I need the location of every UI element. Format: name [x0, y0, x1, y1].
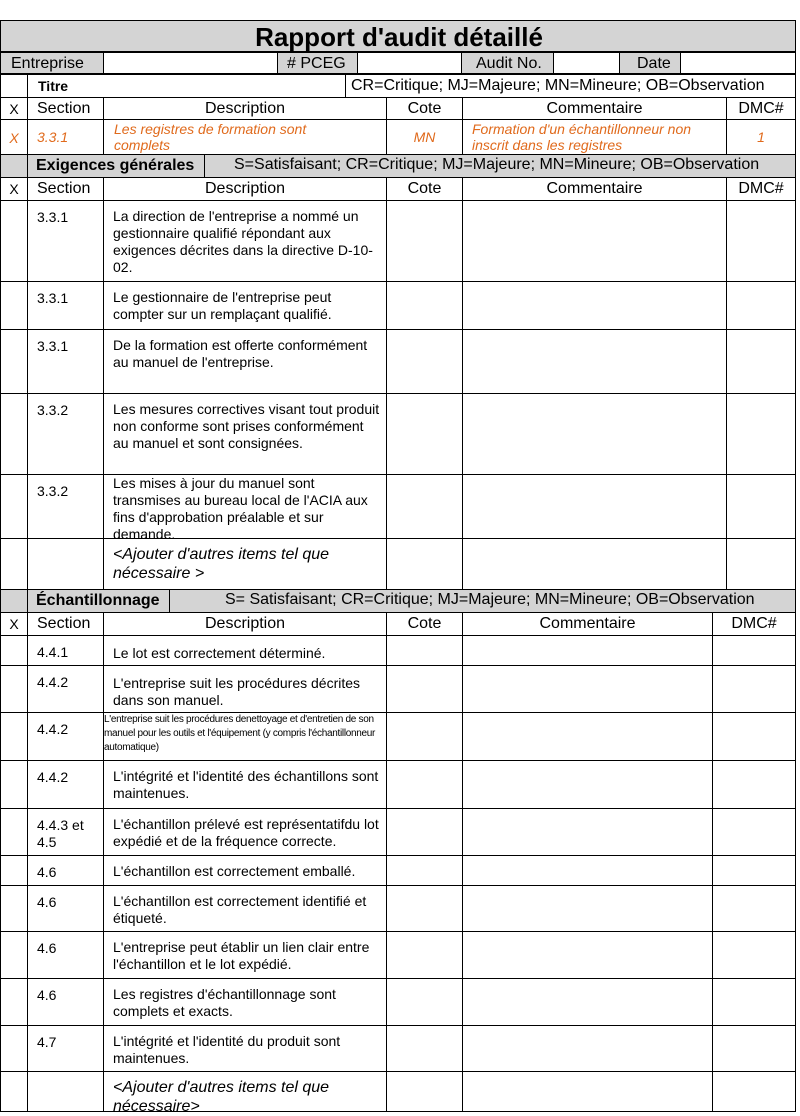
add-more-cote-cell[interactable]: [386, 1071, 463, 1112]
echantillonnage-legend: S= Satisfaisant; CR=Critique; MJ=Majeure; MN=Mineure; OB=Observation: [225, 591, 755, 608]
row-dmc-cell[interactable]: [726, 474, 796, 539]
row-description-cell: L'entreprise suit les procédures décrites dans son manuel.: [103, 665, 387, 713]
row-commentaire-cell[interactable]: [462, 855, 713, 886]
row-description-cell: La direction de l'entreprise a nommé un gestionnaire qualifié répondant aux exigences décrites dans la directive D-10-02.: [103, 200, 387, 282]
row-commentaire-cell[interactable]: [462, 1025, 713, 1072]
add-more-items: <Ajouter d'autres items tel que nécessaire >: [103, 538, 387, 590]
row-dmc-cell[interactable]: [712, 1025, 796, 1072]
row-section-cell: 4.6: [27, 855, 104, 886]
row-description-cell: L'intégrité et l'identité des échantillons sont maintenues.: [103, 760, 387, 809]
add-more-x-cell[interactable]: [0, 1071, 28, 1112]
row-dmc-cell[interactable]: [726, 393, 796, 475]
add-more-items: <Ajouter d'autres items tel que nécessaire>: [103, 1071, 387, 1112]
row-description-cell: Les registres d'échantillonnage sont complets et exacts.: [103, 978, 387, 1026]
row-dmc-cell[interactable]: [726, 200, 796, 282]
row-x-cell[interactable]: [0, 855, 28, 886]
row-commentaire-cell[interactable]: [462, 712, 713, 761]
row-section-cell: 4.4.3 et 4.5: [27, 808, 104, 856]
pceg-field[interactable]: [357, 52, 462, 74]
row-dmc-cell[interactable]: [712, 760, 796, 809]
row-cote-cell[interactable]: [386, 712, 463, 761]
row-description-cell: L'échantillon est correctement identifié et étiqueté.: [103, 885, 387, 932]
row-cote-cell[interactable]: [386, 760, 463, 809]
row-cote-cell[interactable]: [386, 635, 463, 666]
row-section-cell: 3.3.1: [27, 281, 104, 330]
row-dmc-cell[interactable]: [726, 281, 796, 330]
example-description: Les registres de formation sont complets: [103, 119, 387, 155]
row-section-cell: 4.4.2: [27, 665, 104, 713]
row-dmc-cell[interactable]: [712, 665, 796, 713]
row-description-cell: L'entreprise peut établir un lien clair entre l'échantillon et le lot expédié.: [103, 931, 387, 979]
row-x-cell[interactable]: [0, 329, 28, 394]
row-dmc-cell[interactable]: [726, 329, 796, 394]
row-cote-cell[interactable]: [386, 393, 463, 475]
col-cote-header-2: Cote: [386, 177, 463, 201]
row-description-cell: L'échantillon est correctement emballé.: [103, 855, 387, 886]
row-x-cell[interactable]: [0, 200, 28, 282]
row-x-cell[interactable]: [0, 1025, 28, 1072]
row-cote-cell[interactable]: [386, 885, 463, 932]
row-section-cell: 4.4.1: [27, 635, 104, 666]
row-description-cell: De la formation est offerte conformément au manuel de l'entreprise.: [103, 329, 387, 394]
row-commentaire-cell[interactable]: [462, 931, 713, 979]
row-description-cell: Le lot est correctement déterminé.: [103, 635, 387, 666]
row-x-cell[interactable]: [0, 978, 28, 1026]
col-description-header-3: Description: [103, 612, 387, 636]
add-more-x-cell[interactable]: [0, 538, 28, 590]
row-cote-cell[interactable]: [386, 931, 463, 979]
example-cote: MN: [386, 119, 463, 155]
row-cote-cell[interactable]: [386, 281, 463, 330]
row-cote-cell[interactable]: [386, 808, 463, 856]
pceg-label: # PCEG: [277, 52, 358, 74]
audit-no-field[interactable]: [553, 52, 620, 74]
row-cote-cell[interactable]: [386, 1025, 463, 1072]
row-description-cell: L'intégrité et l'identité du produit sont maintenues.: [103, 1025, 387, 1072]
row-commentaire-cell[interactable]: [462, 200, 727, 282]
col-dmc-header: DMC#: [726, 97, 796, 120]
col-description-header: Description: [103, 97, 387, 120]
row-commentaire-cell[interactable]: [462, 281, 727, 330]
row-cote-cell[interactable]: [386, 855, 463, 886]
col-dmc-header-2: DMC#: [726, 177, 796, 201]
col-x-header-3: X: [0, 612, 28, 636]
row-x-cell[interactable]: [0, 760, 28, 809]
example-x: X: [0, 119, 28, 155]
row-dmc-cell[interactable]: [712, 635, 796, 666]
row-commentaire-cell[interactable]: [462, 329, 727, 394]
row-x-cell[interactable]: [0, 808, 28, 856]
row-section-cell: 4.6: [27, 885, 104, 932]
report-title-bar: [0, 20, 796, 52]
example-dmc: 1: [726, 119, 796, 155]
row-description-cell: Les mises à jour du manuel sont transmises au bureau local de l'ACIA aux fins d'approbation préalable et sur demande.: [103, 474, 387, 539]
row-x-cell[interactable]: [0, 281, 28, 330]
row-x-cell[interactable]: [0, 931, 28, 979]
row-commentaire-cell[interactable]: [462, 474, 727, 539]
row-dmc-cell[interactable]: [712, 855, 796, 886]
row-section-cell: 4.7: [27, 1025, 104, 1072]
add-more-dmc-cell[interactable]: [726, 538, 796, 590]
row-cote-cell[interactable]: [386, 665, 463, 713]
titre-legend: CR=Critique; MJ=Majeure; MN=Mineure; OB=Observation: [345, 74, 796, 98]
add-more-section-cell: [27, 538, 104, 590]
entreprise-label: Entreprise: [0, 52, 104, 74]
row-commentaire-cell[interactable]: [462, 665, 713, 713]
date-label: Date: [619, 52, 681, 74]
row-cote-cell[interactable]: [386, 200, 463, 282]
row-commentaire-cell[interactable]: [462, 885, 713, 932]
row-cote-cell[interactable]: [386, 329, 463, 394]
add-more-cote-cell[interactable]: [386, 538, 463, 590]
row-section-cell: 4.6: [27, 931, 104, 979]
row-cote-cell[interactable]: [386, 474, 463, 539]
row-dmc-cell[interactable]: [712, 885, 796, 932]
exigences-legend: S=Satisfaisant; CR=Critique; MJ=Majeure; MN=Mineure; OB=Observation: [234, 156, 760, 173]
row-description-cell: L'entreprise suit les procédures denettoyage et d'entretien de son manuel pour les outils et l'équipement (y compris l'échantillonneur automatique): [103, 712, 387, 761]
row-commentaire-cell[interactable]: [462, 978, 713, 1026]
row-section-cell: 3.3.1: [27, 200, 104, 282]
add-more-section-cell: [27, 1071, 104, 1112]
col-cote-header-3: Cote: [386, 612, 463, 636]
row-commentaire-cell[interactable]: [462, 808, 713, 856]
example-section: 3.3.1: [27, 119, 104, 155]
add-more-commentaire-cell[interactable]: [462, 538, 727, 590]
row-cote-cell[interactable]: [386, 978, 463, 1026]
col-commentaire-header: Commentaire: [462, 97, 727, 120]
col-description-header-2: Description: [103, 177, 387, 201]
add-more-dmc-cell[interactable]: [712, 1071, 796, 1112]
row-section-cell: 3.3.2: [27, 393, 104, 475]
row-x-cell[interactable]: [0, 712, 28, 761]
row-commentaire-cell[interactable]: [462, 760, 713, 809]
row-description-cell: Le gestionnaire de l'entreprise peut compter sur un remplaçant qualifié.: [103, 281, 387, 330]
col-section-header: Section: [27, 97, 104, 120]
row-commentaire-cell[interactable]: [462, 635, 713, 666]
row-dmc-cell[interactable]: [712, 978, 796, 1026]
exigences-label: Exigences générales: [27, 155, 205, 177]
col-commentaire-header-2: Commentaire: [462, 177, 727, 201]
row-dmc-cell[interactable]: [712, 712, 796, 761]
col-dmc-header-3: DMC#: [712, 612, 796, 636]
date-field[interactable]: [680, 52, 796, 74]
row-x-cell[interactable]: [0, 393, 28, 475]
report-title: Rapport d'audit détaillé: [255, 22, 543, 52]
row-section-cell: 3.3.2: [27, 474, 104, 539]
col-x-header: X: [0, 97, 28, 120]
row-description-cell: Les mesures correctives visant tout produit non conforme sont prises conformément au manuel et sont consignées.: [103, 393, 387, 475]
row-dmc-cell[interactable]: [712, 808, 796, 856]
add-more-commentaire-cell[interactable]: [462, 1071, 713, 1112]
row-section-cell: 3.3.1: [27, 329, 104, 394]
row-description-cell: L'échantillon prélevé est représentatifdu lot expédié et de la fréquence correcte.: [103, 808, 387, 856]
col-x-header-2: X: [0, 177, 28, 201]
row-section-cell: 4.6: [27, 978, 104, 1026]
col-cote-header: Cote: [386, 97, 463, 120]
row-x-cell[interactable]: [0, 635, 28, 666]
audit-no-label: Audit No.: [461, 52, 554, 74]
row-commentaire-cell[interactable]: [462, 393, 727, 475]
row-x-cell[interactable]: [0, 665, 28, 713]
entreprise-field[interactable]: [103, 52, 278, 74]
titre-label: Titre: [27, 74, 346, 98]
echantillonnage-label: Échantillonnage: [27, 590, 170, 612]
col-section-header-3: Section: [27, 612, 104, 636]
col-section-header-2: Section: [27, 177, 104, 201]
row-section-cell: 4.4.2: [27, 760, 104, 809]
row-section-cell: 4.4.2: [27, 712, 104, 761]
row-x-cell[interactable]: [0, 885, 28, 932]
row-x-cell[interactable]: [0, 474, 28, 539]
col-commentaire-header-3: Commentaire: [462, 612, 713, 636]
example-commentaire: Formation d'un échantillonneur non inscrit dans les registres: [462, 119, 727, 155]
row-dmc-cell[interactable]: [712, 931, 796, 979]
